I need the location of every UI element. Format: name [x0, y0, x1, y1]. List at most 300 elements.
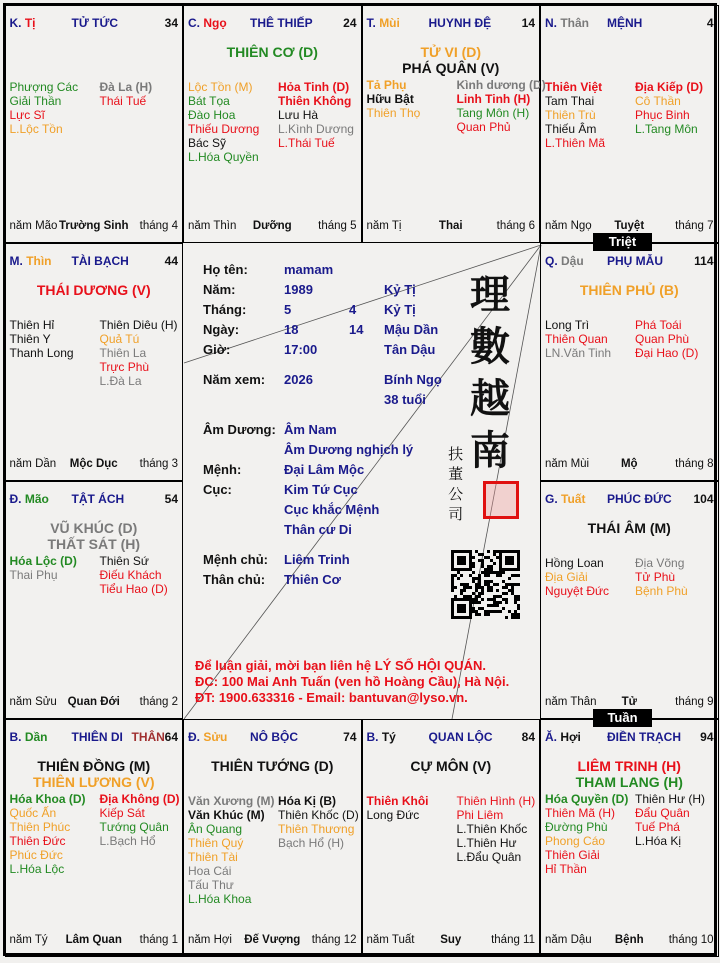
star: Thiên Trù — [545, 107, 596, 122]
palace-header — [545, 492, 714, 508]
palace-month: tháng 1 — [139, 933, 178, 946]
star: Thái Tuế — [99, 93, 147, 108]
palace-header — [545, 254, 714, 270]
palace-branch: Tý — [381, 729, 396, 744]
palace-cell[interactable] — [5, 719, 184, 957]
info-value: 17:00 — [284, 342, 318, 357]
info-value-lunar: 14 — [349, 322, 364, 337]
star: Tang Môn (H) — [456, 105, 530, 120]
palace-stage: Quan Đới — [67, 695, 120, 708]
palace-stem — [10, 16, 36, 30]
star: Tả Phụ — [366, 77, 407, 92]
star: Bát Tọa — [188, 93, 230, 108]
star: Bệnh Phù — [635, 583, 688, 598]
star: Quan Phù — [635, 331, 690, 346]
palace-age: 104 — [693, 491, 714, 506]
palace-month: tháng 3 — [139, 457, 178, 470]
palace-branch: Mùi — [379, 15, 400, 30]
star: Quốc Ấn — [9, 805, 57, 820]
info-value-canchi: 38 tuổi — [384, 392, 426, 407]
palace-branch: Tị — [24, 15, 36, 30]
stars-right — [100, 792, 180, 848]
star: Hóa Kị (B) — [278, 793, 336, 808]
palace-year: năm Mùi — [545, 457, 590, 470]
stars-right — [100, 318, 178, 388]
palace-stage: Dưỡng — [252, 219, 292, 232]
palace-footer — [188, 934, 357, 950]
star: L.Thái Tuế — [278, 135, 335, 150]
star: Tướng Quân — [99, 819, 169, 834]
palace-year: năm Thìn — [188, 219, 237, 232]
info-value-canchi: Kỷ Tị — [384, 282, 416, 297]
palace-year: năm Ngọ — [545, 219, 592, 232]
palace-stem-letter: M. — [9, 253, 23, 268]
main-star: PHÁ QUÂN (V) — [402, 59, 500, 76]
info-value-canchi: Bính Ngọ — [384, 372, 442, 387]
info-value: 1989 — [284, 282, 313, 297]
palace-stem — [188, 730, 227, 744]
star: Cô Thần — [635, 93, 681, 108]
stars-left — [545, 318, 611, 360]
main-star: THIÊN ĐỒNG (M) — [37, 757, 151, 774]
main-star: THẤT SÁT (H) — [47, 535, 141, 552]
star: L.Thiên Mã — [545, 135, 606, 150]
stars-right — [278, 794, 359, 850]
main-stars — [6, 282, 183, 298]
palace-stem — [545, 492, 585, 506]
info-label: Ngày: — [203, 322, 240, 337]
palace-branch: Mão — [24, 491, 49, 506]
small-calligraphy: 扶董公司 — [448, 445, 464, 523]
star: Hóa Quyền (D) — [545, 791, 629, 806]
palace-header — [10, 254, 179, 270]
palace-footer — [10, 696, 179, 712]
palace-stem — [545, 16, 589, 30]
star: Thiên Diêu (H) — [99, 317, 178, 332]
star: Thiên Thương — [278, 821, 355, 836]
palace-stem-letter: C. — [188, 15, 200, 30]
main-stars — [541, 282, 718, 298]
star: LN.Văn Tinh — [545, 345, 612, 360]
stars-right — [278, 80, 354, 150]
star: L.Hóa Khoa — [188, 891, 252, 906]
main-stars — [6, 520, 183, 552]
palace-year: năm Mão — [9, 219, 58, 232]
palace-age: 94 — [700, 729, 714, 744]
palace-stage: Tử — [621, 695, 637, 708]
palace-footer — [367, 220, 536, 236]
star: Đào Hoa — [188, 107, 236, 122]
palace-month: tháng 8 — [675, 457, 714, 470]
tuan-badge: Tuần — [593, 709, 652, 727]
star: L.Bạch Hổ — [99, 833, 156, 848]
star: Phong Cáo — [545, 833, 606, 848]
palace-cell[interactable] — [362, 719, 541, 957]
star: Long Trì — [545, 317, 590, 332]
star: Thiếu Âm — [545, 121, 597, 136]
palace-stem — [10, 254, 52, 268]
stars-right — [635, 318, 698, 360]
palace-stem — [10, 492, 49, 506]
palace-month: tháng 2 — [139, 695, 178, 708]
palace-name: TÀI BẠCH — [71, 253, 129, 268]
palace-age: 14 — [521, 15, 535, 30]
main-stars — [184, 44, 361, 60]
calligraphy-logo: 理數越南 — [470, 271, 510, 474]
main-star: VŨ KHÚC (D) — [50, 519, 138, 536]
stars-left — [367, 78, 421, 120]
star: Trực Phù — [99, 359, 150, 374]
palace-footer — [545, 458, 714, 474]
stars-left — [545, 556, 609, 598]
star: Phá Toái — [635, 317, 682, 332]
palace-stage: Trường Sinh — [58, 219, 129, 232]
star: Hóa Lộc (D) — [9, 553, 77, 568]
stars-right — [635, 80, 703, 136]
palace-cell[interactable] — [183, 719, 362, 957]
than-marker: THÂN — [131, 729, 165, 744]
star: Bác Sỹ — [188, 135, 227, 150]
star: Hồng Loan — [545, 555, 604, 570]
star: Linh Tinh (H) — [456, 91, 531, 106]
palace-branch: Dần — [24, 729, 48, 744]
stars-right — [635, 792, 705, 848]
info-value: Cục khắc Mệnh — [284, 502, 380, 517]
info-label: Năm: — [203, 282, 236, 297]
main-star: LIÊM TRINH (H) — [577, 757, 681, 774]
qr-code-icon[interactable] — [450, 549, 520, 619]
star: Thiên Khôi — [366, 793, 429, 808]
info-label: Cục: — [203, 482, 232, 497]
star: Quan Phủ — [456, 119, 511, 134]
palace-header — [545, 730, 714, 746]
star: Văn Xương (M) — [188, 793, 275, 808]
stars-right — [457, 78, 546, 134]
palace-stem-letter: B. — [366, 729, 379, 744]
palace-cell[interactable] — [540, 719, 719, 957]
palace-header — [10, 16, 179, 32]
palace-cell[interactable] — [5, 5, 184, 243]
main-star: THIÊN LƯƠNG (V) — [32, 773, 155, 790]
info-value: 18 — [284, 322, 299, 337]
palace-month: tháng 9 — [675, 695, 714, 708]
palace-stem — [545, 730, 581, 744]
star: Thiên Giải — [545, 847, 600, 862]
star: Phúc Đức — [9, 847, 63, 862]
star: Kiếp Sát — [99, 805, 145, 820]
palace-name: ĐIỀN TRẠCH — [607, 729, 681, 744]
star: Thiên Mã (H) — [545, 805, 616, 820]
main-stars — [541, 520, 718, 536]
palace-stem-letter: Đ. — [188, 729, 200, 744]
star: Thiên Không — [278, 93, 352, 108]
main-star: CỰ MÔN (V) — [410, 757, 492, 774]
info-value: Kim Tứ Cục — [284, 482, 358, 497]
contact-line: ĐC: 100 Mai Anh Tuấn (ven hồ Hoàng Cầu), Hà Nội. — [195, 674, 510, 689]
palace-stem-letter: K. — [9, 15, 22, 30]
star: L.Lộc Tồn — [9, 121, 63, 136]
star: Long Đức — [366, 807, 420, 822]
palace-header — [367, 730, 536, 746]
main-stars — [363, 758, 540, 774]
star: Thiên Hình (H) — [456, 793, 536, 808]
palace-stage: Bệnh — [614, 933, 644, 946]
palace-footer — [367, 934, 536, 950]
main-stars — [541, 758, 718, 790]
info-value-canchi: Mậu Dần — [384, 322, 439, 337]
star: L.Thiên Khốc — [456, 821, 528, 836]
main-star: TỬ VI (D) — [420, 43, 482, 60]
info-value: mamam — [284, 262, 334, 277]
palace-stem-letter: N. — [545, 15, 557, 30]
info-label: Năm xem: — [203, 372, 266, 387]
stars-left — [10, 80, 79, 136]
palace-name: TẬT ÁCH — [71, 491, 125, 506]
main-stars — [6, 758, 183, 790]
star: Lưu Hà — [278, 107, 319, 122]
palace-age: 24 — [343, 15, 357, 30]
palace-cell[interactable] — [183, 5, 362, 243]
palace-stem-letter: Q. — [545, 253, 558, 268]
palace-branch: Dậu — [561, 253, 584, 268]
star: Giải Thần — [9, 93, 62, 108]
palace-header — [188, 730, 357, 746]
info-value-canchi: Kỷ Tị — [384, 302, 416, 317]
palace-header — [10, 730, 179, 746]
info-label: Mệnh: — [203, 462, 242, 477]
palace-age: 4 — [706, 15, 714, 30]
palace-footer — [10, 458, 179, 474]
palace-year: năm Tị — [366, 219, 402, 232]
palace-footer — [10, 934, 179, 950]
palace-age: 34 — [164, 15, 178, 30]
palace-month: tháng 7 — [675, 219, 714, 232]
triet-badge: Triệt — [593, 233, 652, 251]
star: Hỉ Thần — [545, 861, 587, 876]
palace-year: năm Hợi — [188, 933, 232, 946]
palace-month: tháng 10 — [668, 933, 714, 946]
info-label: Giờ: — [203, 342, 231, 357]
palace-year: năm Dần — [9, 457, 57, 470]
star: Tam Thai — [545, 93, 595, 108]
palace-stem — [188, 16, 227, 30]
palace-branch: Tuất — [561, 491, 586, 506]
star: L.Thiên Hư — [456, 835, 517, 850]
palace-cell[interactable] — [5, 481, 184, 719]
palace-age: 44 — [164, 253, 178, 268]
palace-year: năm Tuất — [366, 933, 415, 946]
star: Thiên La — [99, 345, 147, 360]
palace-cell[interactable] — [540, 243, 719, 481]
star: Thiên Việt — [545, 79, 603, 94]
palace-stage: Mộ — [620, 457, 638, 470]
palace-header — [188, 16, 357, 32]
star: Thiên Thọ — [366, 105, 421, 120]
palace-stem-letter: Đ. — [9, 491, 22, 506]
star: Lộc Tồn (M) — [188, 79, 253, 94]
star: Địa Kiếp (D) — [635, 79, 704, 94]
palace-cell[interactable] — [5, 243, 184, 481]
star: Quả Tú — [99, 331, 140, 346]
main-star: THÁI ÂM (M) — [587, 519, 671, 536]
star: Thiên Khốc (D) — [278, 807, 359, 822]
star: Văn Khúc (M) — [188, 807, 265, 822]
info-value-lunar: 4 — [349, 302, 357, 317]
main-star: THÁI DƯƠNG (V) — [36, 281, 151, 298]
star: Thiếu Dương — [188, 121, 260, 136]
palace-stage: Lâm Quan — [65, 933, 122, 946]
palace-year: năm Sửu — [9, 695, 57, 708]
star: L.Hóa Kị — [635, 833, 682, 848]
palace-stem — [367, 16, 400, 30]
star: Địa Không (D) — [99, 791, 180, 806]
info-label: Họ tên: — [203, 262, 248, 277]
info-value: Âm Nam — [284, 422, 337, 437]
star: Tấu Thư — [188, 877, 234, 892]
palace-branch: Sửu — [203, 729, 228, 744]
star: L.Hóa Lộc — [9, 861, 65, 876]
info-label: Tháng: — [203, 302, 247, 317]
star: Thiên Hỉ — [9, 317, 55, 332]
stars-left — [188, 794, 275, 906]
stars-right — [100, 554, 168, 596]
palace-year: năm Tý — [9, 933, 48, 946]
stars-left — [545, 80, 605, 150]
palace-name: TỬ TỨC — [71, 15, 119, 30]
star: Tiểu Hao (D) — [99, 581, 168, 596]
stars-left — [10, 554, 77, 582]
palace-stage: Suy — [440, 933, 462, 946]
star: Đẩu Quân — [635, 805, 690, 820]
star: Điếu Khách — [99, 567, 162, 582]
star: Tử Phù — [635, 569, 676, 584]
star: Đà La (H) — [99, 79, 153, 94]
star: Hỏa Tinh (D) — [278, 79, 350, 94]
palace-branch: Thân — [560, 15, 590, 30]
star: Đại Hao (D) — [635, 345, 699, 360]
star: Thiên Hư (H) — [635, 791, 706, 806]
palace-footer — [10, 220, 179, 236]
stars-left — [367, 794, 429, 822]
palace-header — [10, 492, 179, 508]
palace-stem-letter: B. — [9, 729, 22, 744]
palace-footer — [545, 934, 714, 950]
star: Địa Võng — [635, 555, 685, 570]
star: Hoa Cái — [188, 863, 232, 878]
palace-name: MỆNH — [607, 15, 643, 30]
star: Phượng Các — [9, 79, 79, 94]
palace-age: 74 — [343, 729, 357, 744]
stars-right — [457, 794, 536, 864]
palace-stem — [10, 730, 48, 744]
star: Thiên Tài — [188, 849, 238, 864]
star: Thiên Phúc — [9, 819, 71, 834]
palace-age: 64 — [164, 729, 178, 744]
star: Thiên Đức — [9, 833, 66, 848]
palace-age: 84 — [521, 729, 535, 744]
star: Ân Quang — [188, 821, 243, 836]
palace-branch: Hợi — [560, 729, 581, 744]
star: Đường Phù — [545, 819, 608, 834]
star: Địa Giải — [545, 569, 588, 584]
main-stars — [363, 44, 540, 76]
main-star: THIÊN PHỦ (B) — [579, 281, 679, 298]
star: L.Tang Môn — [635, 121, 698, 136]
info-label: Mệnh chủ: — [203, 552, 268, 567]
palace-footer — [188, 220, 357, 236]
star: Nguyệt Đức — [545, 583, 610, 598]
palace-month: tháng 6 — [496, 219, 535, 232]
palace-name: QUAN LỘC — [428, 729, 493, 744]
info-value-canchi: Tân Dậu — [384, 342, 436, 357]
palace-name: HUYNH ĐỆ — [428, 15, 492, 30]
star: Tuế Phá — [635, 819, 680, 834]
main-stars — [184, 758, 361, 774]
star: Thai Phụ — [9, 567, 58, 582]
center-info-panel — [181, 241, 538, 717]
stars-left — [188, 80, 259, 164]
palace-cell[interactable] — [362, 5, 546, 243]
palace-branch: Ngọ — [203, 15, 227, 30]
palace-stem-letter: G. — [545, 491, 558, 506]
palace-month: tháng 4 — [139, 219, 178, 232]
palace-name: PHÚC ĐỨC — [607, 491, 672, 506]
star: Kình dương (D) — [456, 77, 546, 92]
star: L.Hóa Quyền — [188, 149, 259, 164]
palace-stage: Thai — [438, 219, 463, 232]
stars-right — [635, 556, 688, 598]
star: Hữu Bật — [366, 91, 414, 106]
info-label: Âm Dương: — [203, 422, 276, 437]
contact-line: Để luận giải, mời bạn liên hệ LÝ SỐ HỘI QUÁN. — [195, 658, 486, 673]
main-star: THAM LANG (H) — [575, 773, 683, 790]
palace-age: 54 — [164, 491, 178, 506]
star: Phục Binh — [635, 107, 690, 122]
star: Thiên Quan — [545, 331, 608, 346]
red-seal-icon — [483, 481, 519, 519]
palace-year: năm Thân — [545, 695, 597, 708]
palace-stem — [545, 254, 584, 268]
stars-left — [10, 792, 86, 876]
palace-stage: Đế Vượng — [244, 933, 301, 946]
palace-name: THIÊN DI — [71, 729, 123, 744]
star: Thiên Quý — [188, 835, 244, 850]
info-value: Thân cư Di — [284, 522, 352, 537]
star: Thiên Sứ — [99, 553, 149, 568]
palace-name: THÊ THIẾP — [250, 15, 313, 30]
palace-stem — [367, 730, 396, 744]
info-value: Âm Dương nghịch lý — [284, 442, 414, 457]
star: Lực Sĩ — [9, 107, 45, 122]
palace-cell[interactable] — [540, 481, 719, 719]
palace-month: tháng 12 — [311, 933, 357, 946]
palace-name: PHỤ MẪU — [607, 253, 663, 268]
palace-branch: Thìn — [26, 253, 52, 268]
info-value: Thiên Cơ — [284, 572, 341, 587]
palace-cell[interactable] — [540, 5, 719, 243]
star: Bạch Hổ (H) — [278, 835, 345, 850]
palace-header — [545, 16, 714, 32]
palace-stem-letter: Ă. — [545, 729, 557, 744]
palace-stem-letter: T. — [366, 15, 376, 30]
star: Phi Liêm — [456, 807, 504, 822]
palace-month: tháng 5 — [318, 219, 357, 232]
star: L.Đẩu Quân — [456, 849, 522, 864]
palace-age: 114 — [694, 253, 714, 268]
palace-name: NÔ BỘC — [250, 729, 298, 744]
info-label: Thân chủ: — [203, 572, 266, 587]
star: L.Đà La — [99, 373, 142, 388]
